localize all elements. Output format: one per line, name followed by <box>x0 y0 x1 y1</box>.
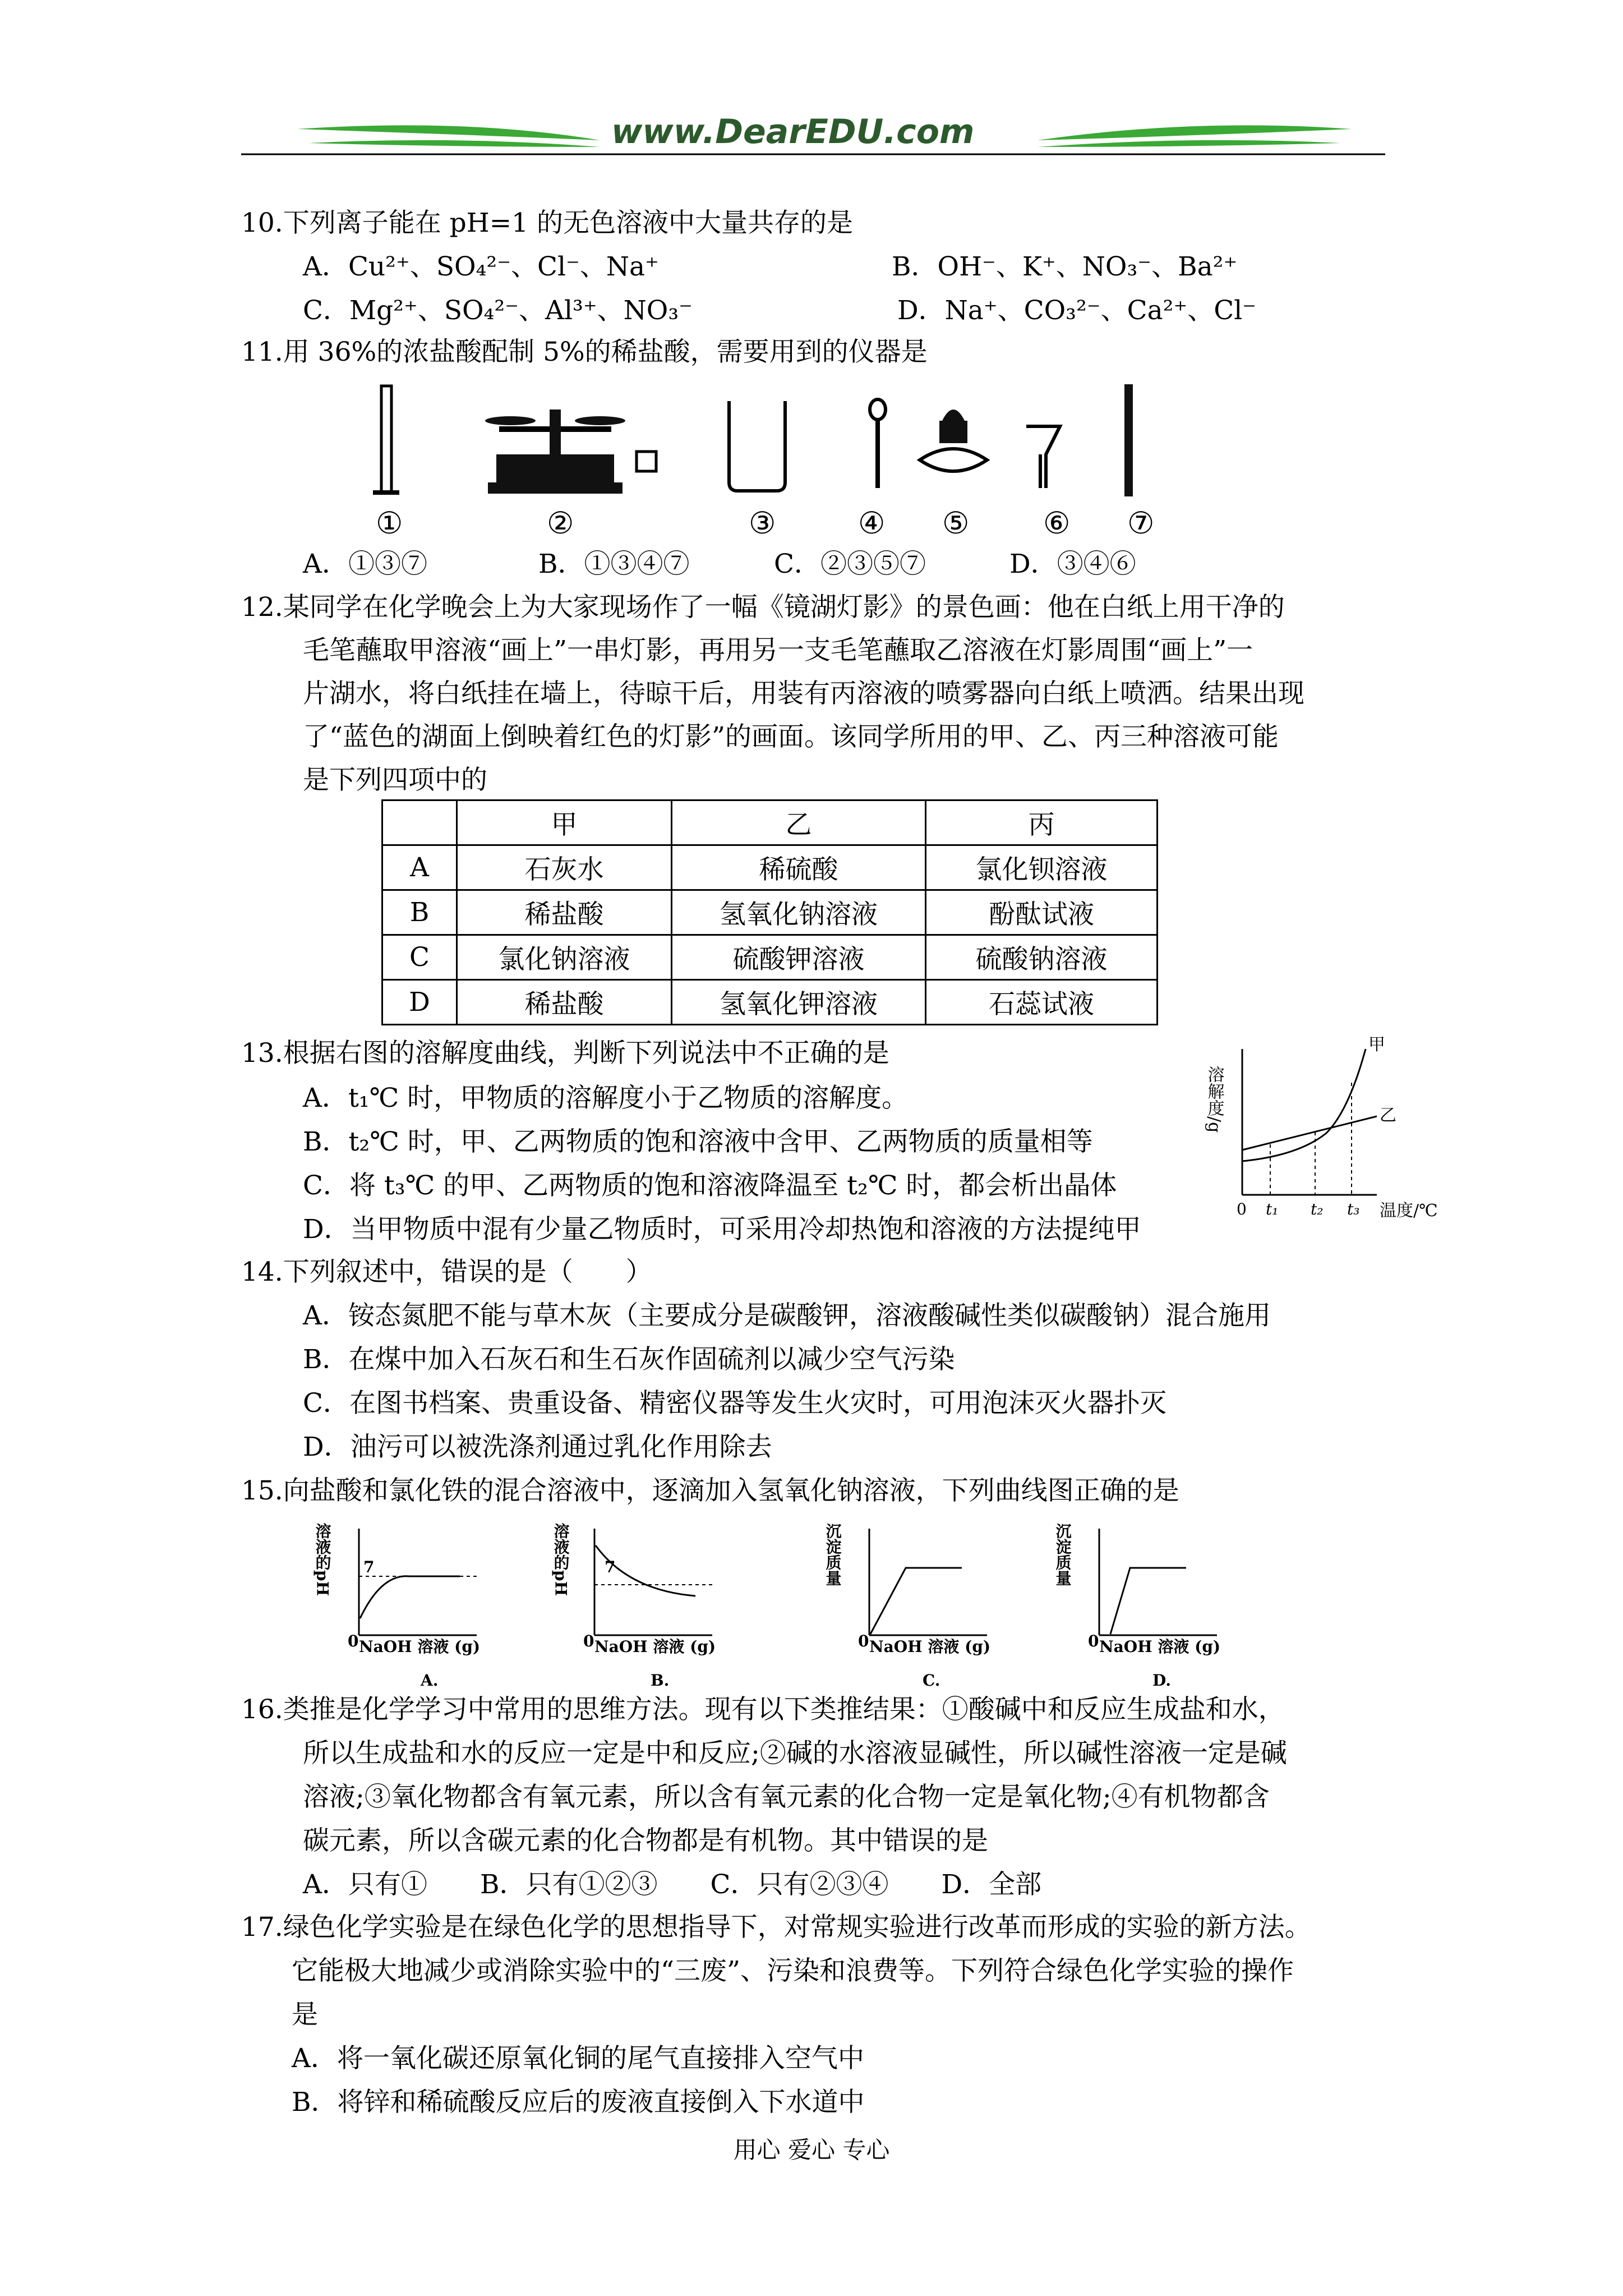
q10-stem: 10.下列离子能在 pH=1 的无色溶液中大量共存的是 <box>241 208 853 238</box>
table-cell: 氢氧化钠溶液 <box>672 890 926 935</box>
funnel-icon <box>1026 426 1060 488</box>
q14-stem: 14.下列叙述中，错误的是（ ） <box>241 1257 652 1287</box>
instr-label: ⑦ <box>1127 505 1155 541</box>
graph-seven: 7 <box>363 1558 375 1576</box>
table-cell: 氯化钠溶液 <box>457 935 672 980</box>
graph-caption: C. <box>923 1671 940 1690</box>
graph-c <box>824 1523 991 1690</box>
table-cell: D <box>382 980 457 1025</box>
logo-text: www.DearEDU.com <box>611 112 975 151</box>
table-cell: 氯化钡溶液 <box>926 845 1158 890</box>
table-cell: B <box>382 890 457 935</box>
q17-line: 是 <box>292 1999 318 2030</box>
table-row <box>382 980 1158 1025</box>
table-cell: 硫酸钠溶液 <box>926 935 1158 980</box>
table-row <box>382 890 1158 935</box>
q17-line: 17.绿色化学实验是在绿色化学的思想指导下，对常规实验进行改革而形成的实验的新方法。 <box>241 1912 1311 1943</box>
graph-origin: 0 <box>583 1632 594 1650</box>
page-footer: 用心 爱心 专心 <box>733 2136 890 2164</box>
graduated-cylinder-icon <box>373 386 399 493</box>
graph-ylabel: 沉淀质量 <box>823 1523 842 1586</box>
graph-xlabel: NaOH 溶液 (g) <box>594 1637 716 1656</box>
dropper-icon <box>870 399 886 488</box>
graph-ylabel: 溶液的pH <box>551 1523 570 1596</box>
graph-origin: 0 <box>1237 1200 1247 1218</box>
q14-option-c: C．在图书档案、贵重设备、精密仪器等发生火灾时，可用泡沫灭火器扑灭 <box>303 1388 1166 1419</box>
instr-label: ⑥ <box>1043 505 1071 541</box>
graph-caption: B. <box>651 1671 670 1690</box>
q11-instruments <box>359 376 1200 561</box>
table-header: 乙 <box>672 800 926 845</box>
q17-option-b: B．将锌和稀硫酸反应后的废液直接倒入下水道中 <box>292 2087 865 2118</box>
graph-curve1-label: 甲 <box>1368 1035 1385 1055</box>
q10-option-d: D．Na⁺、CO₃²⁻、Ca²⁺、Cl⁻ <box>897 295 1257 326</box>
q14-option-d: D．油污可以被洗涤剂通过乳化作用除去 <box>303 1432 772 1462</box>
graph-ylabel: 溶解度/g <box>1204 1066 1224 1133</box>
graph-curve2-label: 乙 <box>1380 1106 1396 1125</box>
header-logo <box>241 112 1385 163</box>
q13-option-a: A．t₁℃ 时，甲物质的溶解度小于乙物质的溶解度。 <box>303 1083 909 1114</box>
q14-option-b: B．在煤中加入石灰石和生石灰作固硫剂以减少空气污染 <box>303 1344 955 1375</box>
graph-origin: 0 <box>858 1632 869 1650</box>
glass-rod-icon <box>1124 384 1133 496</box>
alcohol-lamp-icon <box>920 409 987 471</box>
curve-jia <box>1242 1049 1366 1161</box>
instr-label: ② <box>547 505 574 541</box>
q10-option-c: C．Mg²⁺、SO₄²⁻、Al³⁺、NO₃⁻ <box>303 295 693 326</box>
q10-option-b: B．OH⁻、K⁺、NO₃⁻、Ba²⁺ <box>892 251 1238 282</box>
q16-line: 所以生成盐和水的反应一定是中和反应;②碱的水溶液显碱性，所以碱性溶液一定是碱 <box>303 1738 1287 1769</box>
table-cell: 稀盐酸 <box>457 980 672 1025</box>
table-cell: 稀盐酸 <box>457 890 672 935</box>
q13-option-c: C．将 t₃℃ 的甲、乙两物质的饱和溶液降温至 t₂℃ 时，都会析出晶体 <box>303 1170 1117 1201</box>
table-header: 甲 <box>457 800 672 845</box>
table-row <box>382 845 1158 890</box>
q15-stem: 15.向盐酸和氯化铁的混合溶液中，逐滴加入氢氧化钠溶液，下列曲线图正确的是 <box>241 1475 1179 1506</box>
q10-option-a: A．Cu²⁺、SO₄²⁻、Cl⁻、Na⁺ <box>303 251 659 282</box>
graph-caption: D. <box>1152 1671 1172 1690</box>
q12-line: 了“蓝色的湖面上倒映着红色的灯影”的画面。该同学所用的甲、乙、丙三种溶液可能 <box>303 721 1279 752</box>
q11-option-c: C．②③⑤⑦ <box>774 549 926 579</box>
beaker-icon <box>729 401 785 491</box>
table-cell: A <box>382 845 457 890</box>
graph-origin: 0 <box>1088 1632 1099 1650</box>
q13-option-b: B．t₂℃ 时，甲、乙两物质的饱和溶液中含甲、乙两物质的质量相等 <box>303 1126 1093 1157</box>
graph-xlabel: 温度/℃ <box>1380 1201 1438 1221</box>
graph-seven: 7 <box>605 1558 616 1576</box>
instr-label: ④ <box>858 505 886 541</box>
instr-label: ① <box>376 505 403 541</box>
graph-t2: t₂ <box>1311 1200 1324 1218</box>
graph-a <box>313 1523 481 1690</box>
q11-option-a: A．①③⑦ <box>303 549 427 579</box>
graph-xlabel: NaOH 溶液 (g) <box>1099 1637 1221 1656</box>
graph-t1: t₁ <box>1266 1200 1279 1218</box>
q12-line: 片湖水，将白纸挂在墙上，待晾干后，用装有丙溶液的喷雾器向白纸上喷洒。结果出现 <box>303 678 1304 709</box>
table-cell: C <box>382 935 457 980</box>
table-cell: 氢氧化钾溶液 <box>672 980 926 1025</box>
q13-stem: 13.根据右图的溶解度曲线，判断下列说法中不正确的是 <box>241 1038 889 1069</box>
q12-line: 12.某同学在化学晚会上为大家现场作了一幅《镜湖灯影》的景色画：他在白纸上用干净的 <box>241 592 1285 623</box>
table-cell: 酚酞试液 <box>926 890 1158 935</box>
q14-option-a: A．铵态氮肥不能与草木灰（主要成分是碳酸钾，溶液酸碱性类似碳酸钠）混合施用 <box>303 1300 1271 1331</box>
graph-caption: A. <box>421 1671 439 1690</box>
q17-option-a: A．将一氧化碳还原氧化铜的尾气直接排入空气中 <box>292 2043 864 2074</box>
table-cell: 石灰水 <box>457 845 672 890</box>
graph-origin: 0 <box>348 1632 359 1650</box>
q12-line: 是下列四项中的 <box>303 765 487 795</box>
graph-ylabel: 沉淀质量 <box>1053 1523 1072 1586</box>
q13-option-d: D．当甲物质中混有少量乙物质时，可采用冷却热饱和溶液的方法提纯甲 <box>303 1214 1141 1245</box>
instr-label: ⑤ <box>942 505 970 541</box>
q15-graphs <box>314 1512 1279 1697</box>
graph-xlabel: NaOH 溶液 (g) <box>869 1637 991 1656</box>
table-header <box>382 800 457 845</box>
graph-d <box>1054 1523 1221 1690</box>
table-header: 丙 <box>926 800 1158 845</box>
instr-label: ③ <box>749 505 776 541</box>
table-cell: 稀硫酸 <box>672 845 926 890</box>
table-cell: 石蕊试液 <box>926 980 1158 1025</box>
q12-line: 毛笔蘸取甲溶液“画上”一串灯影，再用另一支毛笔蘸取乙溶液在灯影周围“画上”一 <box>303 635 1253 666</box>
q13-solubility-graph <box>1204 1035 1450 1228</box>
table-cell: 硫酸钾溶液 <box>672 935 926 980</box>
graph-t3: t₃ <box>1347 1200 1360 1218</box>
q16-options: A．只有① B．只有①②③ C．只有②③④ D．全部 <box>303 1869 1042 1900</box>
curve-yi <box>1242 1116 1377 1150</box>
graph-b <box>552 1523 716 1690</box>
graph-xlabel: NaOH 溶液 (g) <box>359 1637 481 1656</box>
table-row <box>382 935 1158 980</box>
q16-line: 16.类推是化学学习中常用的思维方法。现有以下类推结果：①酸碱中和反应生成盐和水， <box>241 1694 1285 1725</box>
q16-line: 溶液;③氧化物都含有氧元素，所以含有氧元素的化合物一定是氧化物;④有机物都含 <box>303 1782 1270 1812</box>
q11-option-d: D．③④⑥ <box>1009 549 1136 579</box>
q11-option-b: B．①③④⑦ <box>538 549 690 579</box>
q16-line: 碳元素，所以含碳元素的化合物都是有机物。其中错误的是 <box>303 1825 988 1856</box>
q11-stem: 11.用 36%的浓盐酸配制 5%的稀盐酸，需要用到的仪器是 <box>241 337 928 367</box>
q17-line: 它能极大地减少或消除实验中的“三废”、污染和浪费等。下列符合绿色化学实验的操作 <box>292 1955 1294 1986</box>
q12-table <box>381 799 1158 1025</box>
graph-ylabel: 溶液的pH <box>313 1523 332 1596</box>
balance-icon <box>485 409 656 494</box>
